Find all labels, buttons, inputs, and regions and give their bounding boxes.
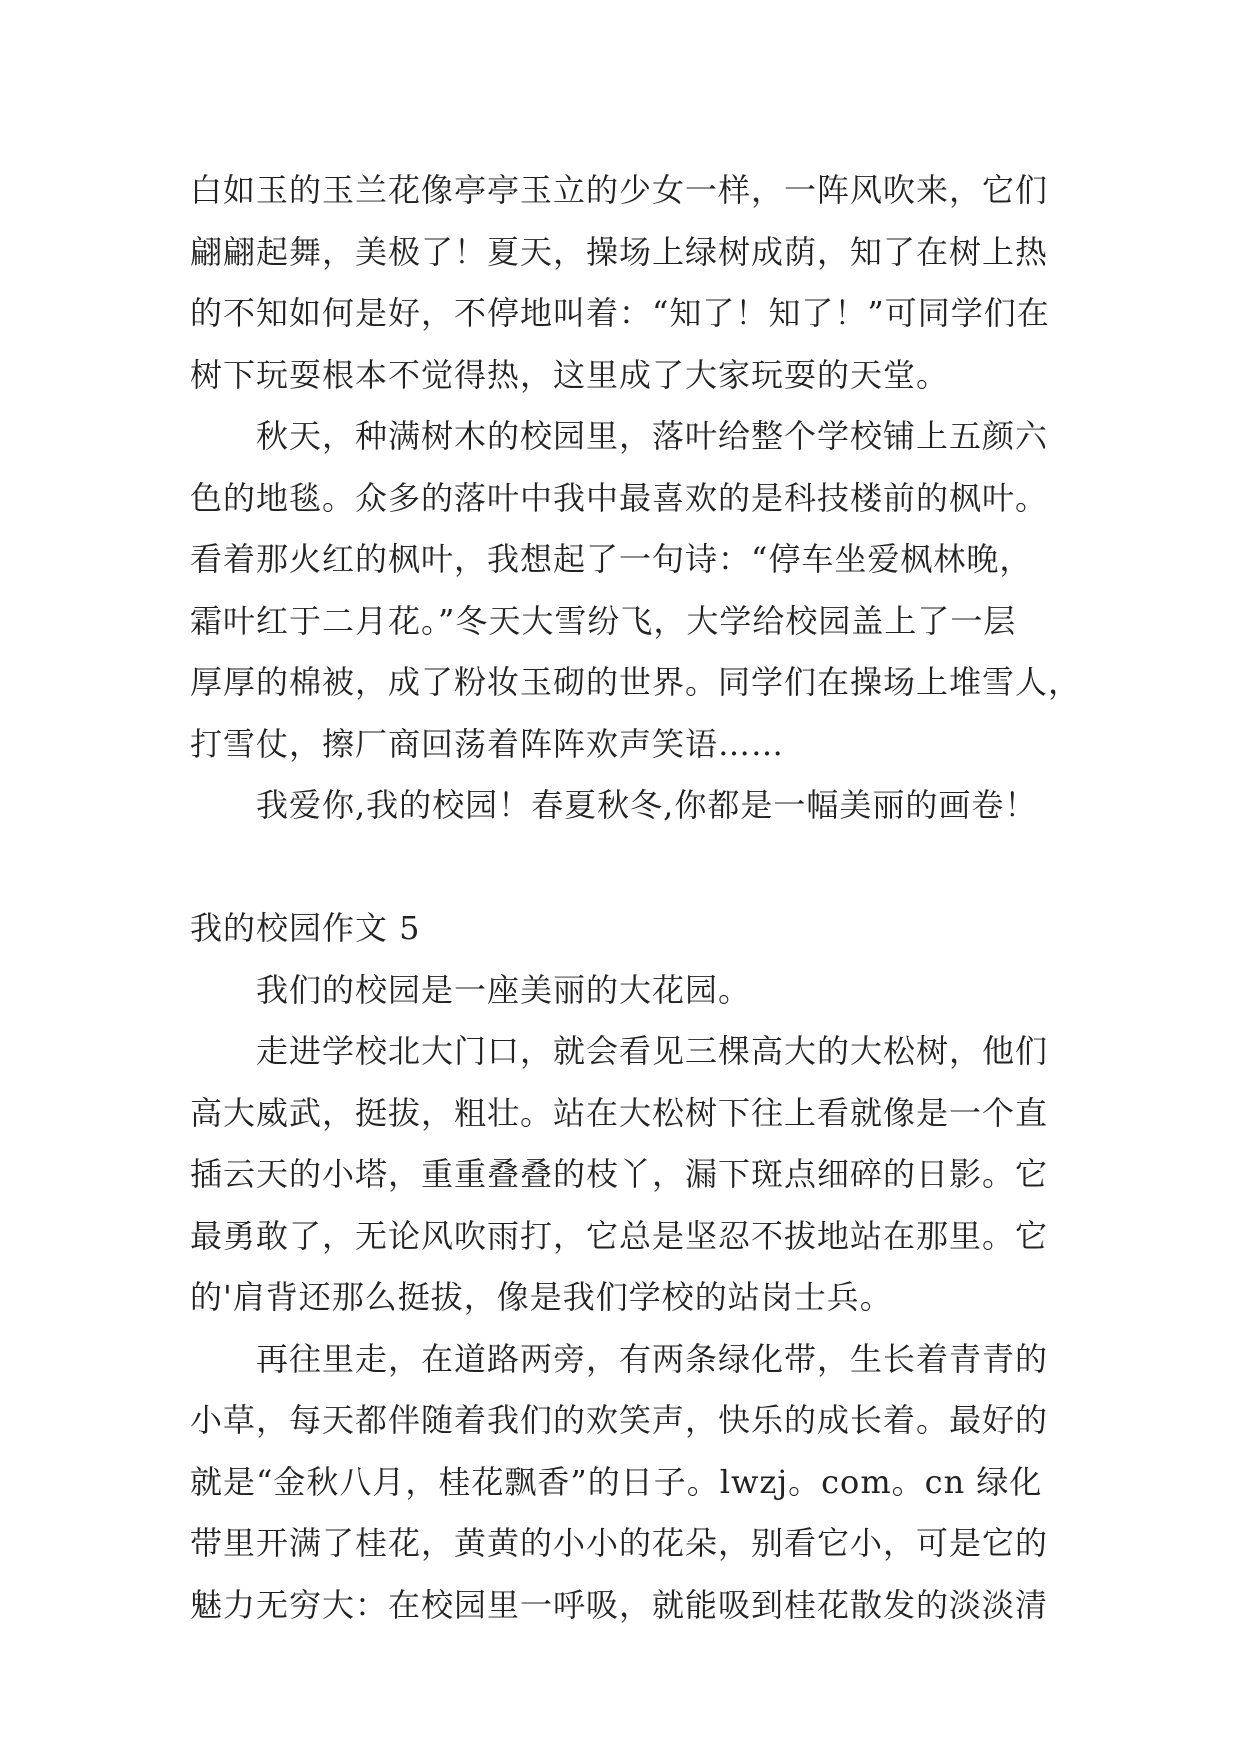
- paragraph-line: 的不知如何是好，不停地叫着：“知了！知了！”可同学们在: [190, 294, 1050, 332]
- paragraph-line: 我们的校园是一座美丽的大花园。: [256, 970, 752, 1009]
- paragraph-line: 翩翩起舞，美极了！夏天，操场上绿树成荫，知了在树上热: [190, 232, 1049, 271]
- paragraph-line: 厚厚的棉被，成了粉妆玉砌的世界。同学们在操场上堆雪人，: [190, 663, 1082, 701]
- paragraph-line: 最勇敢了，无论风吹雨打，它总是坚忍不拔地站在那里。它: [190, 1216, 1049, 1255]
- paragraph-line: 插云天的小塔，重重叠叠的枝丫，漏下斑点细碎的日影。它: [190, 1155, 1049, 1193]
- document-body: [190, 160, 1082, 1636]
- paragraph-line: 高大威武，挺拔，粗壮。站在大松树下往上看就像是一个直: [190, 1093, 1049, 1132]
- paragraph-line: 白如玉的玉兰花像亭亭玉立的少女一样，一阵风吹来，它们: [190, 171, 1049, 209]
- paragraph-line: 再往里走，在道路两旁，有两条绿化带，生长着青青的: [256, 1339, 1049, 1378]
- paragraph-line: 小草，每天都伴随着我们的欢笑声，快乐的成长着。最好的: [190, 1401, 1049, 1439]
- section-gap: [190, 837, 1065, 899]
- paragraph-line: 我爱你,我的校园！春夏秋冬,你都是一幅美丽的画卷！: [256, 786, 1038, 824]
- paragraph-line: 走进学校北大门口，就会看见三棵高大的大松树，他们: [256, 1032, 1049, 1070]
- paragraph-line: 秋天，种满树木的校园里，落叶给整个学校铺上五颜六: [256, 417, 1049, 455]
- paragraph-line: 树下玩耍根本不觉得热，这里成了大家玩耍的天堂。: [190, 355, 950, 394]
- paragraph-line: 看着那火红的枫叶，我想起了一句诗：“停车坐爱枫林晚，: [190, 540, 1033, 578]
- paragraph-line: 就是“金秋八月，桂花飘香”的日子。lwzj。com。cn 绿化: [190, 1462, 1043, 1501]
- paragraph-line: 色的地毯。众多的落叶中我中最喜欢的是科技楼前的枫叶。: [190, 478, 1049, 517]
- paragraph-line: 打雪仗，擦厂商回荡着阵阵欢声笑语……: [190, 724, 785, 763]
- paragraph-line: 的'肩背还那么挺拔，像是我们学校的站岗士兵。: [190, 1278, 893, 1316]
- paragraph-line: 魅力无穷大：在校园里一呼吸，就能吸到桂花散发的淡淡清: [190, 1585, 1049, 1624]
- section-heading: 我的校园作文 5: [190, 909, 421, 947]
- paragraph-line: 霜叶红于二月花。”冬天大雪纷飞，大学给校园盖上了一层: [190, 601, 1017, 640]
- paragraph-line: 带里开满了桂花，黄黄的小小的花朵，别看它小，可是它的: [190, 1524, 1049, 1562]
